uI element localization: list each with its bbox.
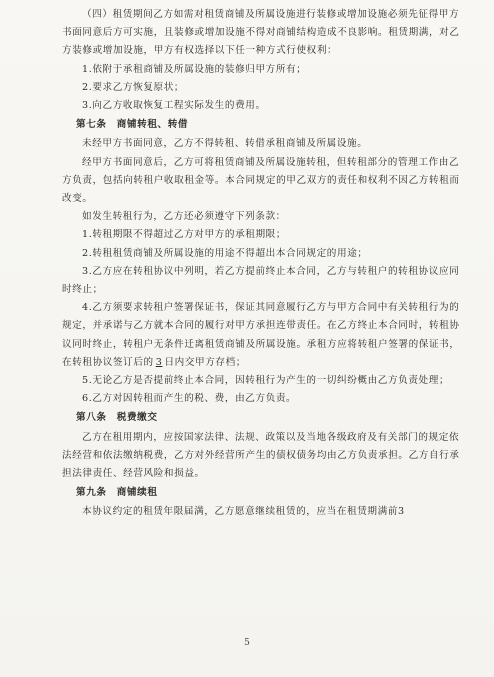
clause7-item-4-tail: 日内交甲方存档；: [164, 356, 247, 368]
page-number: 5: [244, 638, 250, 648]
clause9-paragraph-1: 本协议约定的租赁年限届满，乙方愿意继续租赁的，应当在租赁期满前3: [82, 506, 405, 518]
clause8-paragraph-1: 乙方在租用期内，应按国家法律、法规、政策以及当地各级政府及有关部门的规定依法经营和依法缴纳税费，乙方对外经营所产生的债权债务均由乙方负责承担。乙方自行承担法律责任、经营风险和损益。: [62, 431, 460, 480]
clause7-item-6: 6.乙方对因转租而产生的税、费，由乙方负责。: [82, 393, 297, 405]
clause8-heading: 第八条 税费缴交: [76, 412, 158, 424]
clause7-paragraph-3: 如发生转租行为，乙方还必须遵守下列条款：: [82, 211, 286, 223]
contract-body: [62, 6, 462, 522]
clause6-paragraph-4: （四）租赁期间乙方如需对租赁商铺及所属设施进行装修或增加设施必须先征得甲方书面同意后方可实施，且装修或增加设施不得对商铺结构造成不良影响。租赁期满，对乙方装修或增加设施，甲方有权选择以下任一种方式行使权利：: [62, 9, 460, 57]
clause7-paragraph-1: 未经甲方书面同意，乙方不得转租、转借承租商铺及所属设施。: [82, 138, 368, 150]
clause7-item-1: 1.转租期限不得超过乙方对甲方的承租期限；: [82, 229, 287, 241]
clause7-paragraph-2: 经甲方书面同意后，乙方可将租赁商铺及所属设施转租，但转租部分的管理工作由乙方负责，包括向转租户收取租金等。本合同规定的甲乙双方的责任和权利不因乙方转租而改变。: [62, 156, 460, 205]
clause9-heading: 第九条 商铺续租: [76, 487, 158, 499]
clause7-heading: 第七条 商铺转租、转借: [76, 119, 189, 131]
clause7-item-4-text: 4.乙方须要求转租户签署保证书，保证其同意履行乙方与甲方合同中有关转租行为的规定，并承诺与乙方就本合同的履行对甲方承担连带责任。在乙方终止本合同时，转租协议同时终止，转租户无条件迁离租赁商铺及所属设施。承租方应将转租户签署的保证书，在转租协议签订后的: [62, 302, 460, 368]
clause7-item-3: 3.乙方应在转租协议中列明，若乙方提前终止本合同，乙方与转租户的转租协议应同时终止；: [62, 265, 460, 296]
clause6-option-3: 3.向乙方收取恢复工程实际发生的费用。: [82, 100, 266, 112]
clause7-item-2: 2.转租租赁商铺及所属设施的用途不得超出本合同规定的用途；: [82, 247, 368, 259]
clause6-option-1: 1.依附于承租商铺及所属设施的装修归甲方所有；: [82, 63, 307, 75]
clause7-item-5: 5.无论乙方是否提前终止本合同，因转租行为产生的一切纠纷概由乙方负责处理；: [82, 375, 450, 387]
filled-days-value: 3: [155, 356, 163, 368]
clause6-option-2: 2.要求乙方恢复原状；: [82, 81, 185, 93]
clause7-item-4: [62, 299, 462, 372]
